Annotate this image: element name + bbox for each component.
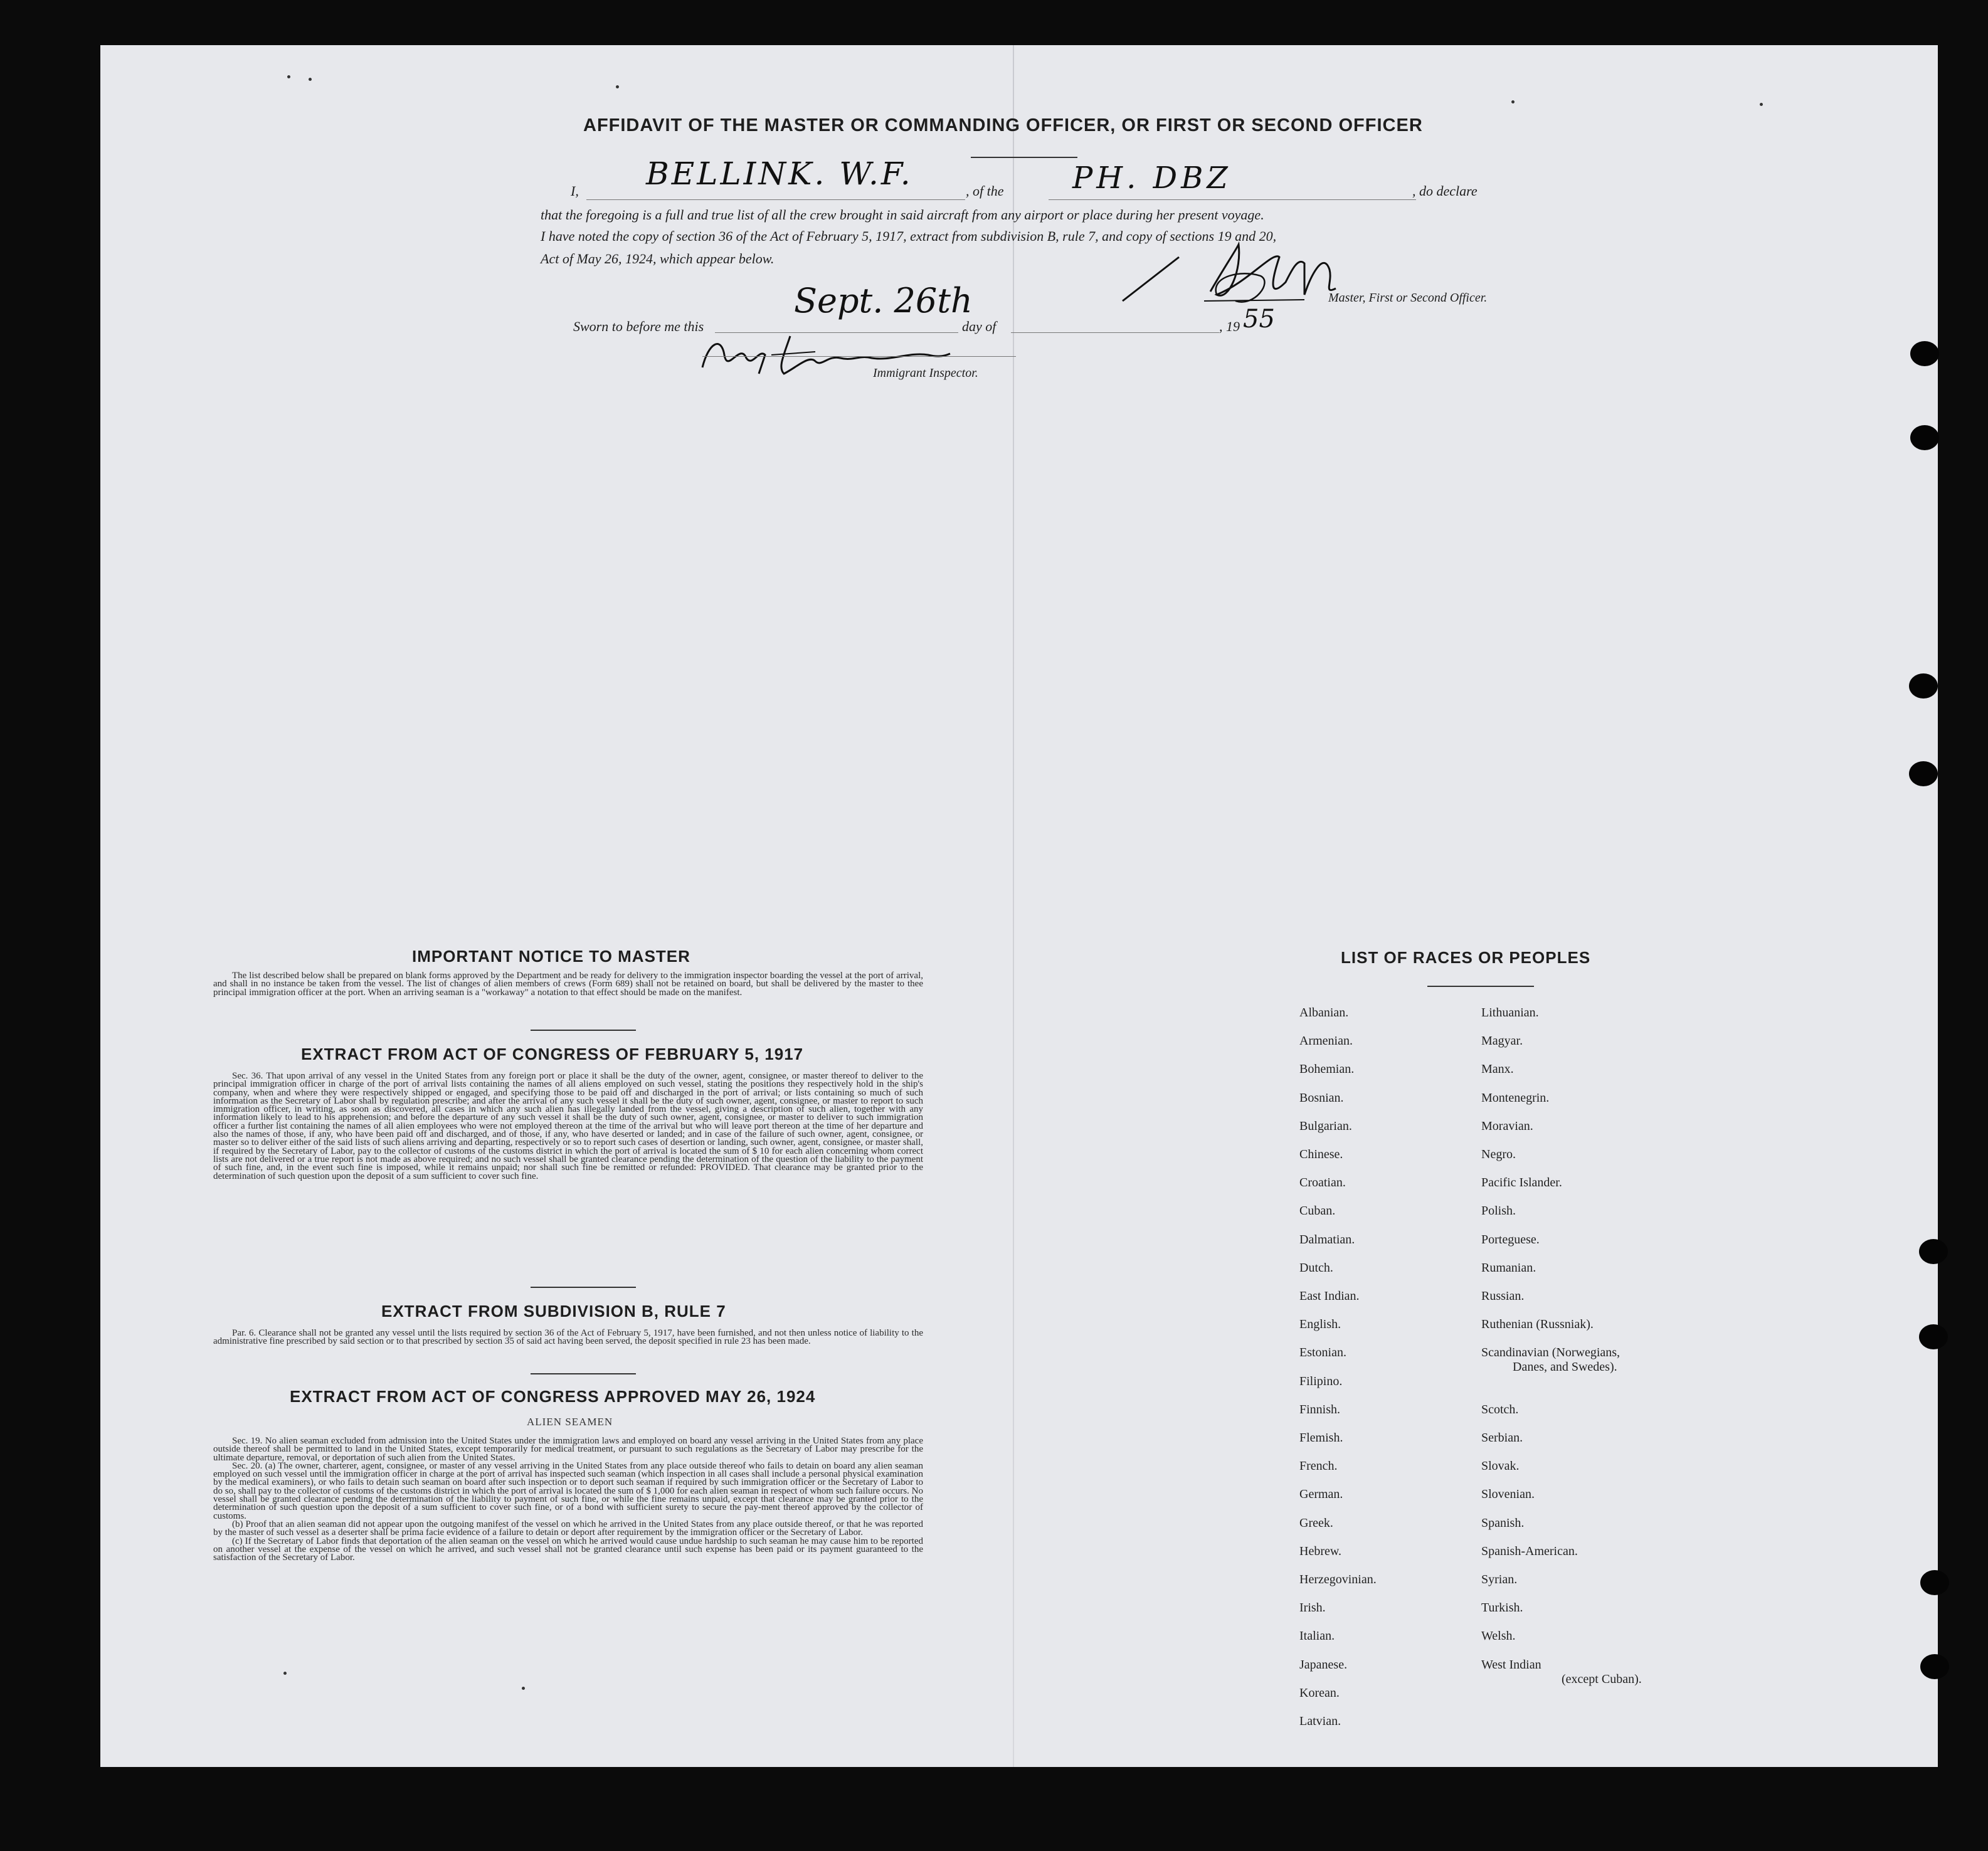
race-item [1481,1403,1518,1417]
master-signature [1116,232,1367,326]
speck [522,1687,525,1690]
speck [287,75,290,78]
race-item-note: Danes, and Swedes). [1513,1360,1617,1374]
race-item: Flemish. [1299,1431,1343,1445]
race-item-label: Syrian. [1481,1573,1518,1586]
race-item-label: Porteguese. [1481,1232,1540,1247]
race-item [1481,1658,1642,1687]
speck [1511,100,1515,103]
race-item [1481,1176,1562,1190]
race-item-label: Scandinavian (Norwegians, [1481,1346,1621,1360]
rule7-text [213,1329,923,1346]
race-item-label: Slovenian. [1481,1487,1535,1502]
race-item [1481,1573,1517,1587]
race-item-label: Serbian. [1481,1431,1523,1445]
race-item-label: Manx. [1481,1062,1514,1077]
notice-heading: IMPORTANT NOTICE TO MASTER [412,947,690,966]
race-item: Filipino. [1299,1374,1343,1388]
race-item [1481,1062,1514,1077]
punch-hole [1919,1239,1948,1264]
race-item: Italian. [1299,1629,1335,1643]
race-item [1481,1034,1523,1048]
rule7-paragraph: Par. 6. Clearance shall not be granted any vessel until the lists required by section 36 of the Act of February 5, 1917, have been furnished, and not then unless notice of liability to the administrative fine prescribed by said section or to that prescribed by section 35 of said act having been served, the deposit specified in rule 23 has been made. [213,1328,923,1347]
race-item [1481,1204,1516,1218]
race-item-label: Turkish. [1481,1601,1523,1615]
race-item-label: Moravian. [1481,1119,1533,1133]
race-item [1481,1289,1524,1304]
race-item-note: (except Cuban). [1562,1672,1642,1686]
year-prefix: , 19 [1219,319,1240,334]
race-item-label: Pacific Islander. [1481,1176,1562,1190]
month-underline [1011,332,1219,333]
speck [1760,103,1763,106]
race-item-label: Magyar. [1481,1034,1523,1048]
race-item: Chinese. [1299,1147,1343,1161]
race-item-label: Scotch. [1481,1402,1519,1416]
punch-hole [1909,761,1938,786]
extract-1917-heading: EXTRACT FROM ACT OF CONGRESS OF FEBRUARY 5, 1917 [301,1045,804,1063]
sworn-day-handwritten: Sept. 26th [794,281,973,320]
extract-1917-paragraph: Sec. 36. That upon arrival of any vessel in the United States from any foreign port or place it shall be the duty of the owner, agent, consignee, or master thereof to deliver to the principal immigration officer in charge of the port of arrival lists containing the names of all aliens employed on such vessel, stating the positions they respectively hold in the ship's company, when and where they were respectively shipped or engaged, and specifying those to be paid off and discharged in the port of arrival; or lists containing so much of such information as the Secretary of Labor shall by regulation prescribe; and after the arrival of any such vessel it shall be the duty of such owner, agent, consignee, or master to report to such immigration officer, in writing, as soon as discovered, all cases in which any such alien has illegally landed from the vessel, giving a description of such alien, together with any information likely to lead to his apprehension; and before the departure of any such vessel it shall be the duty of such owner, agent, consignee, or master to deliver to such immigration officer a further list containing the names of all alien employees who were not employed thereon at the time of the arrival but who will leave port thereon at the time of her departure and also the names of those, if any, who have been paid off and discharged, and of those, if any, who have deserted or landed; and in case of the failure of such owner, agent, consignee, or master so to deliver either of the said lists of such aliens arriving and departing, respectively or so to report such cases of desertion or landing, such owner, agent, consignee, or master shall, if required by the Secretary of Labor, pay to the collector of customs of the customs district in which the port of arrival is located the sum of $ 10 for each alien concerning whom correct lists are not delivered or a true report is not made as above required; and no such vessel shall be granted clearance pending the determination of the question of the liability to the payment of such fine, and, in the event such fine is imposed, while it remains unpaid; nor shall such fine be remitted or refunded: PROVIDED. That clearance may be granted prior to the determination of such question upon the deposit of a sum sufficient to cover such fine. [213,1071,923,1181]
affidavit-of-the: , of the [966,183,1004,199]
affidavit-i: I, [571,183,579,199]
affidavit-line4: Act of May 26, 1924, which appear below. [541,251,775,266]
race-item [1481,1233,1540,1247]
extract-1917-divider [531,1287,636,1288]
race-item [1481,1431,1523,1445]
race-item: Bohemian. [1299,1062,1355,1077]
race-item-label: Spanish-American. [1481,1544,1578,1558]
sec20a-paragraph: Sec. 20. (a) The owner, charterer, agent, consignee, or master of any vessel arriving in the United States from any place outside thereof who fails to detain on board any alien seaman employed on such vessel until the immigration officer in charge at the port of arrival has inspected such seaman (which inspection in all cases shall include a personal physical examination by the medical examiners), or who fails to detain such seaman on board after such inspection or to deport such seaman if required by such immigration officer or the Secretary of Labor to do so, shall pay to the collector of customs of the customs district in which the port of arrival is located the sum of $ 1,000 for each alien seaman in respect of whom such failure occurs. No vessel shall be granted clearance pending the determination of the liability to payment of such fine, or while the fine remains unpaid, except that clearance may be granted prior to the determination of such question upon the deposit of a sum sufficient to cover such fine, or of a bond with sufficient surety to secure the pay-ment thereof approved by the collector of customs. [213,1460,923,1521]
race-item: Herzegovinian. [1299,1573,1377,1586]
inspector-label: Immigrant Inspector. [873,366,978,380]
punch-hole [1909,673,1938,699]
race-item [1481,1544,1578,1559]
punch-hole [1920,1654,1949,1679]
extract-1924-heading: EXTRACT FROM ACT OF CONGRESS APPROVED MAY 26, 1924 [290,1387,816,1406]
race-item [1481,1487,1535,1502]
punch-hole [1910,425,1939,450]
race-item [1481,1091,1549,1105]
aircraft-id-handwritten: PH. DBZ [1072,161,1232,196]
master-label: Master, First or Second Officer. [1328,291,1488,305]
officer-name-handwritten: BELLINK. W.F. [646,156,913,192]
sec19-paragraph: Sec. 19. No alien seaman excluded from admission into the United States under the immigration laws and employed on board any vessel arriving in the United States from any place outside thereof shall be permitted to land in the United States, except temporarily for medical treatment, or pursuant to such regulations as the Secretary of Labor may prescribe for the ultimate departure, removal, or deportation of such alien from the United States. [213,1436,923,1463]
speck [616,85,619,88]
notice-divider [531,1030,636,1031]
race-item-label: Polish. [1481,1204,1516,1218]
race-item: Japanese. [1299,1657,1348,1672]
race-item [1481,1147,1516,1162]
sworn-prefix: Sworn to before me this [573,319,704,334]
race-item [1481,1346,1620,1374]
aircraft-underline [1049,199,1416,200]
affidavit-line2: that the foregoing is a full and true list of all the crew brought in said aircraft from any airport or place during her present voyage. [541,207,1264,223]
day-of: day of [962,319,997,334]
race-item-label: Spanish. [1481,1516,1525,1530]
race-item: Bulgarian. [1299,1119,1352,1133]
race-item [1481,1459,1520,1474]
race-item: Armenian. [1299,1034,1353,1048]
title-divider [971,157,1077,158]
race-item: East Indian. [1299,1289,1360,1303]
alien-seamen-subheading: ALIEN SEAMEN [527,1416,613,1428]
race-item: Finnish. [1299,1402,1341,1416]
race-item [1481,1601,1523,1615]
race-item [1481,1006,1539,1020]
race-item [1481,1261,1536,1275]
race-item-label: Negro. [1481,1147,1516,1161]
races-heading: LIST OF RACES OR PEOPLES [1341,948,1591,967]
notice-text [213,972,923,997]
rule7-divider [531,1373,636,1374]
race-item-label: West Indian [1481,1657,1541,1672]
race-item-label: Rumanian. [1481,1260,1536,1275]
affidavit-do-declare: , do declare [1412,183,1478,199]
race-item: Cuban. [1299,1204,1336,1218]
name-underline [586,199,965,200]
race-item-label: Montenegrin. [1481,1090,1550,1105]
race-item: Hebrew. [1299,1544,1342,1558]
race-item: Korean. [1299,1685,1340,1700]
race-item: French. [1299,1459,1338,1474]
race-item: Dutch. [1299,1260,1333,1275]
race-item [1481,1317,1594,1332]
race-item [1481,1629,1516,1643]
punch-hole [1920,1570,1949,1595]
sec20c-paragraph: (c) If the Secretary of Labor finds that deportation of the alien seaman on the vessel on which he arrived would cause undue hardship to such seaman he may cause him to be reported on another vessel at the expense of the vessel on which he arrived, and such vessel shall not be granted clearance until such expense has been paid or its payment guaranteed to the satisfaction of the Secretary of Labor. [213,1536,923,1563]
year-handwritten: 55 [1243,305,1275,334]
inspector-underline [702,356,1016,357]
center-fold [1013,45,1014,1767]
extract-1917-text [213,1072,923,1181]
race-item [1481,1516,1524,1531]
race-item: Albanian. [1299,1006,1349,1020]
race-item-label: Ruthenian (Russniak). [1481,1317,1594,1332]
affidavit-line3: I have noted the copy of section 36 of the Act of February 5, 1917, extract from subdivision B, rule 7, and copy of sections 19 and 20, [541,228,1277,244]
race-item-label: Russian. [1481,1289,1525,1303]
race-item: Estonian. [1299,1346,1346,1360]
race-item: Irish. [1299,1601,1326,1615]
race-item: English. [1299,1317,1341,1332]
race-item: Greek. [1299,1516,1333,1530]
race-item [1481,1119,1533,1134]
extract-1924-text [213,1437,923,1562]
race-item-label: Lithuanian. [1481,1006,1539,1020]
speck [283,1672,287,1675]
speck [309,78,312,81]
races-divider [1427,986,1534,987]
race-item-label: Slovak. [1481,1459,1520,1474]
notice-paragraph: The list described below shall be prepared on blank forms approved by the Department and be ready for delivery to the immigration inspector boarding the vessel at the port of arrival, and shall in no instance be taken from the vessel. The list of changes of alien members of crews (Form 689) shall not be retained on board, but shall be delivered by the master to thee principal immigration officer at the port. When an arriving seaman is a "workaway" a notation to that effect should be made on the manifest. [213,971,923,998]
race-item: German. [1299,1487,1343,1502]
punch-hole [1910,341,1939,366]
race-item: Latvian. [1299,1714,1341,1728]
race-item: Bosnian. [1299,1090,1344,1105]
race-item: Dalmatian. [1299,1232,1355,1247]
affidavit-title: AFFIDAVIT OF THE MASTER OR COMMANDING OFFICER, OR FIRST OR SECOND OFFICER [583,115,1423,135]
rule7-heading: EXTRACT FROM SUBDIVISION B, RULE 7 [381,1302,726,1321]
sec20b-paragraph: (b) Proof that an alien seaman did not appear upon the outgoing manifest of the vessel on which he arrived in the United States from any place outside thereof, or that he was reported by the master of such vessel as a deserter shall be prima facie evidence of a failure to detain or deport after requirement by the immigration officer or the Secretary of Labor. [213,1519,923,1538]
race-item-label: Welsh. [1481,1629,1516,1643]
punch-hole [1919,1324,1948,1349]
race-item: Croatian. [1299,1176,1346,1190]
